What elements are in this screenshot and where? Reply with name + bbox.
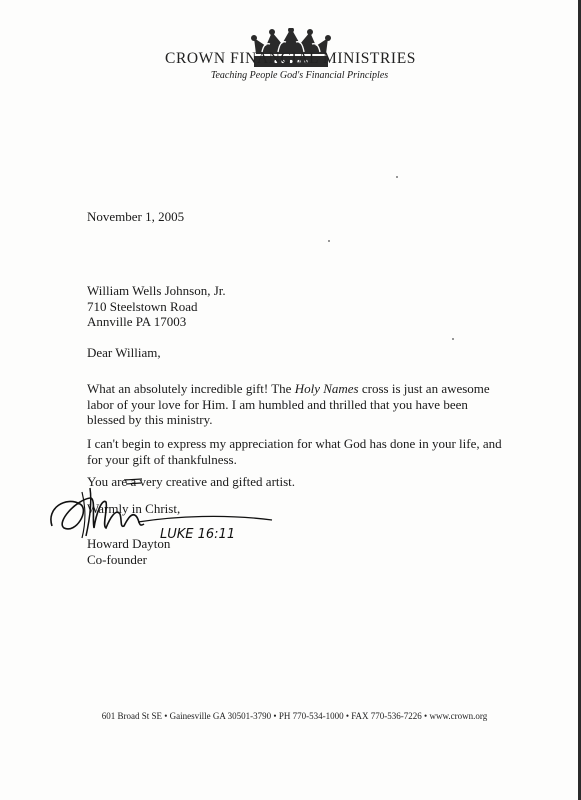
recipient-address (87, 283, 226, 330)
footer-contact: 601 Broad St SE • Gainesville GA 30501-3790 • PH 770-534-1000 • FAX 770-536-7226 • www.crown.org (101, 711, 488, 721)
scan-speck (396, 176, 398, 178)
recipient-name: William Wells Johnson, Jr. (87, 283, 226, 298)
organization-tagline: Teaching People God's Financial Principles (210, 70, 389, 81)
letter-date: November 1, 2005 (87, 209, 185, 224)
closing: Warmly in Christ, (87, 501, 181, 516)
signer-title: Co-founder (87, 552, 147, 567)
paragraph-1-start: What an absolutely incredible gift! The (87, 381, 295, 396)
scan-speck (328, 240, 330, 242)
paragraph-1-end: cross is just an awesome labor of your love for Him. I am humbled and thrilled that you have been blessed by this ministry. (87, 381, 490, 427)
body-paragraph-3: You are a very creative and gifted artist. (87, 474, 296, 489)
recipient-street: 710 Steelstown Road (87, 298, 198, 314)
scripture-note: LUKE 16:11 (160, 527, 236, 540)
salutation: Dear William, (87, 345, 161, 360)
organization-name: CROWN FINANCIAL MINISTRIES (165, 50, 416, 67)
signer-name: Howard Dayton (87, 536, 171, 551)
cross-name: Holy Names (294, 381, 359, 396)
scan-speck (452, 338, 454, 340)
body-paragraph-2: I can't begin to express my appreciation for what God has done in your life, and for your gift of thankfulness. (87, 436, 502, 467)
recipient-city-state-zip: Annville PA 17003 (87, 314, 187, 329)
handwritten-signature (46, 478, 276, 540)
body-paragraph-1 (87, 381, 507, 428)
